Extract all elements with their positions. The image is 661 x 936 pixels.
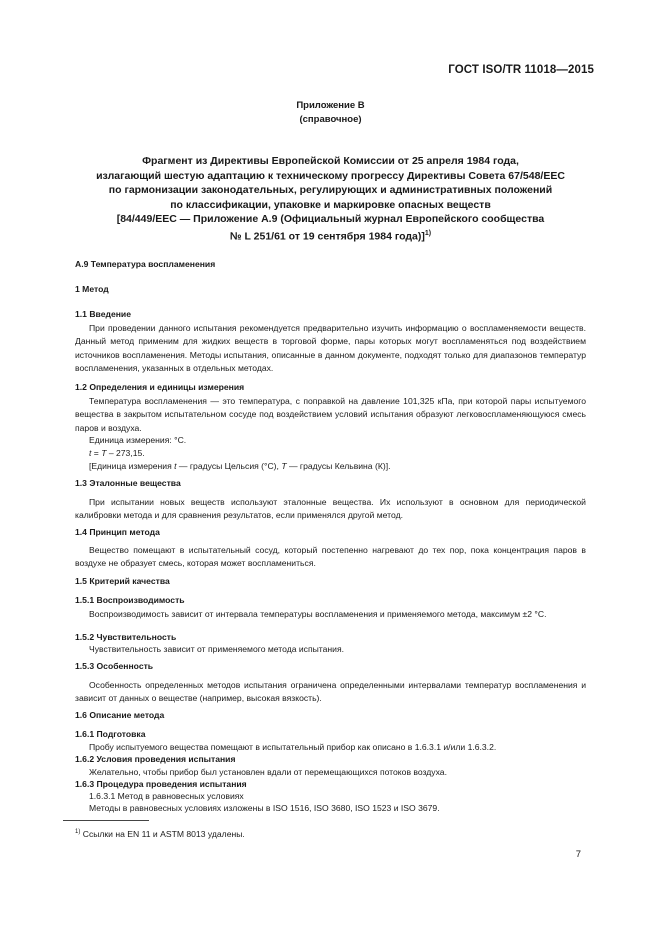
section-1-2-text: Температура воспламенения — это температура, с поправкой на давление 101,325 кПа, при которой пары испытуемого вещества в закрытом испытательном сосуде под воздействием условий испытания образуют легковоспламеняющуюся смесь паров и воздуха. (75, 396, 586, 433)
footnote-divider (63, 820, 149, 821)
section-1-6-2-text: Желательно, чтобы прибор был установлен вдали от перемещающихся потоков воздуха. (89, 767, 447, 777)
section-1-1-text: При проведении данного испытания рекомендуется предварительно изучить информацию о воспламеняемости веществ. Данный метод применим для жидких веществ в торговой форме, пары которых могут воспламеняться под воздействием источников воспламенения. Методы испытания, описанные в данном документе, подходят только для диапазонов температур воспламенения, указанных в отдельных методах. (75, 323, 586, 374)
section-1-6-1-text: Пробу испытуемого вещества помещают в испытательный прибор как описано в 1.6.3.1 и/или 1.6.3.2. (89, 742, 497, 752)
section-1-5-heading: 1.5 Критерий качества (75, 576, 170, 586)
title-line: излагающий шестую адаптацию к техническому прогрессу Директивы Совета 67/548/EEC (96, 169, 565, 182)
section-1-5-1-heading: 1.5.1 Воспроизводимость (75, 595, 185, 605)
section-1-5-3-text: Особенность определенных методов испытания ограничена определенными интервалами температур воспламенения и зависит от данных о веществе (например, высокая вязкость). (75, 680, 586, 704)
section-1-5-3-heading: 1.5.3 Особенность (75, 661, 154, 671)
section-1-6-3-text: Методы в равновесных условиях изложены в ISO 1516, ISO 3680, ISO 1523 и ISO 3679. (89, 803, 440, 813)
appendix-label (60, 99, 601, 127)
unit-line: Единица измерения: °С. (89, 435, 187, 445)
document-code-header: ГОСТ ISO/TR 11018—2015 (448, 64, 594, 76)
footnote-reference: 1) (424, 229, 432, 237)
section-1-5-2-heading: 1.5.2 Чувствительность (75, 632, 177, 642)
section-1-6-heading: 1.6 Описание метода (75, 710, 165, 720)
title-line: по классификации, упаковке и маркировке опасных веществ (170, 198, 491, 211)
section-1-3-text: При испытании новых веществ используют эталонные вещества. Их используют в основном для периодической калибровки метода и для сравнения результатов, если применялся другой метод. (75, 497, 586, 521)
section-1-heading: 1 Метод (75, 284, 109, 294)
footnote-mark: 1) (75, 829, 81, 836)
section-1-2-heading: 1.2 Определения и единицы измерения (75, 382, 245, 392)
appendix-title: Приложение В (296, 100, 365, 111)
title-line: [84/449/EEC — Приложение А.9 (Официальный журнал Европейского сообщества (116, 213, 545, 226)
section-1-5-2-text: Чувствительность зависит от применяемого метода испытания. (89, 644, 345, 654)
section-1-6-3-heading: 1.6.3 Процедура проведения испытания (75, 779, 247, 789)
title-line: Фрагмент из Директивы Европейской Комиссии от 25 апреля 1984 года, (142, 155, 519, 167)
section-1-3-heading: 1.3 Эталонные вещества (75, 478, 181, 488)
title-line: № L 251/61 от 19 сентября 1984 года)]$^{1)}$ (229, 229, 432, 243)
section-1-6-3-1-label: 1.6.3.1 Метод в равновесных условиях (89, 791, 244, 801)
footnote (75, 829, 245, 839)
formula-line: t = T – 273,15. (89, 448, 145, 458)
fragment-title (60, 154, 601, 244)
title-line: по гармонизации законодательных, регулирующих и административных положений (108, 184, 553, 197)
section-1-4-text: Вещество помещают в испытательный сосуд, который постепенно нагревают до тех пор, пока концентрация паров в воздухе не образует смесь, которая может воспламениться. (75, 545, 586, 569)
section-1-6-2-heading: 1.6.2 Условия проведения испытания (75, 754, 236, 764)
section-1-6-1-heading: 1.6.1 Подготовка (75, 729, 146, 739)
section-1-5-1-text: Воспроизводимость зависит от интервала температуры воспламенения и применяемого метода, максимум ±2 °С. (89, 609, 547, 619)
footnote-text: Ссылки на EN 11 и ASTM 8013 удалены. (80, 829, 245, 839)
section-1-4-heading: 1.4 Принцип метода (75, 527, 160, 537)
unit-note: [Единица измерения t — градусы Цельсия (°С), T — градусы Кельвина (К)]. (89, 461, 391, 471)
page-number: 7 (575, 849, 581, 860)
section-1-1-heading: 1.1 Введение (75, 309, 131, 319)
section-a9-heading: А.9 Температура воспламенения (75, 259, 216, 269)
appendix-subtitle: (справочное) (299, 114, 362, 125)
